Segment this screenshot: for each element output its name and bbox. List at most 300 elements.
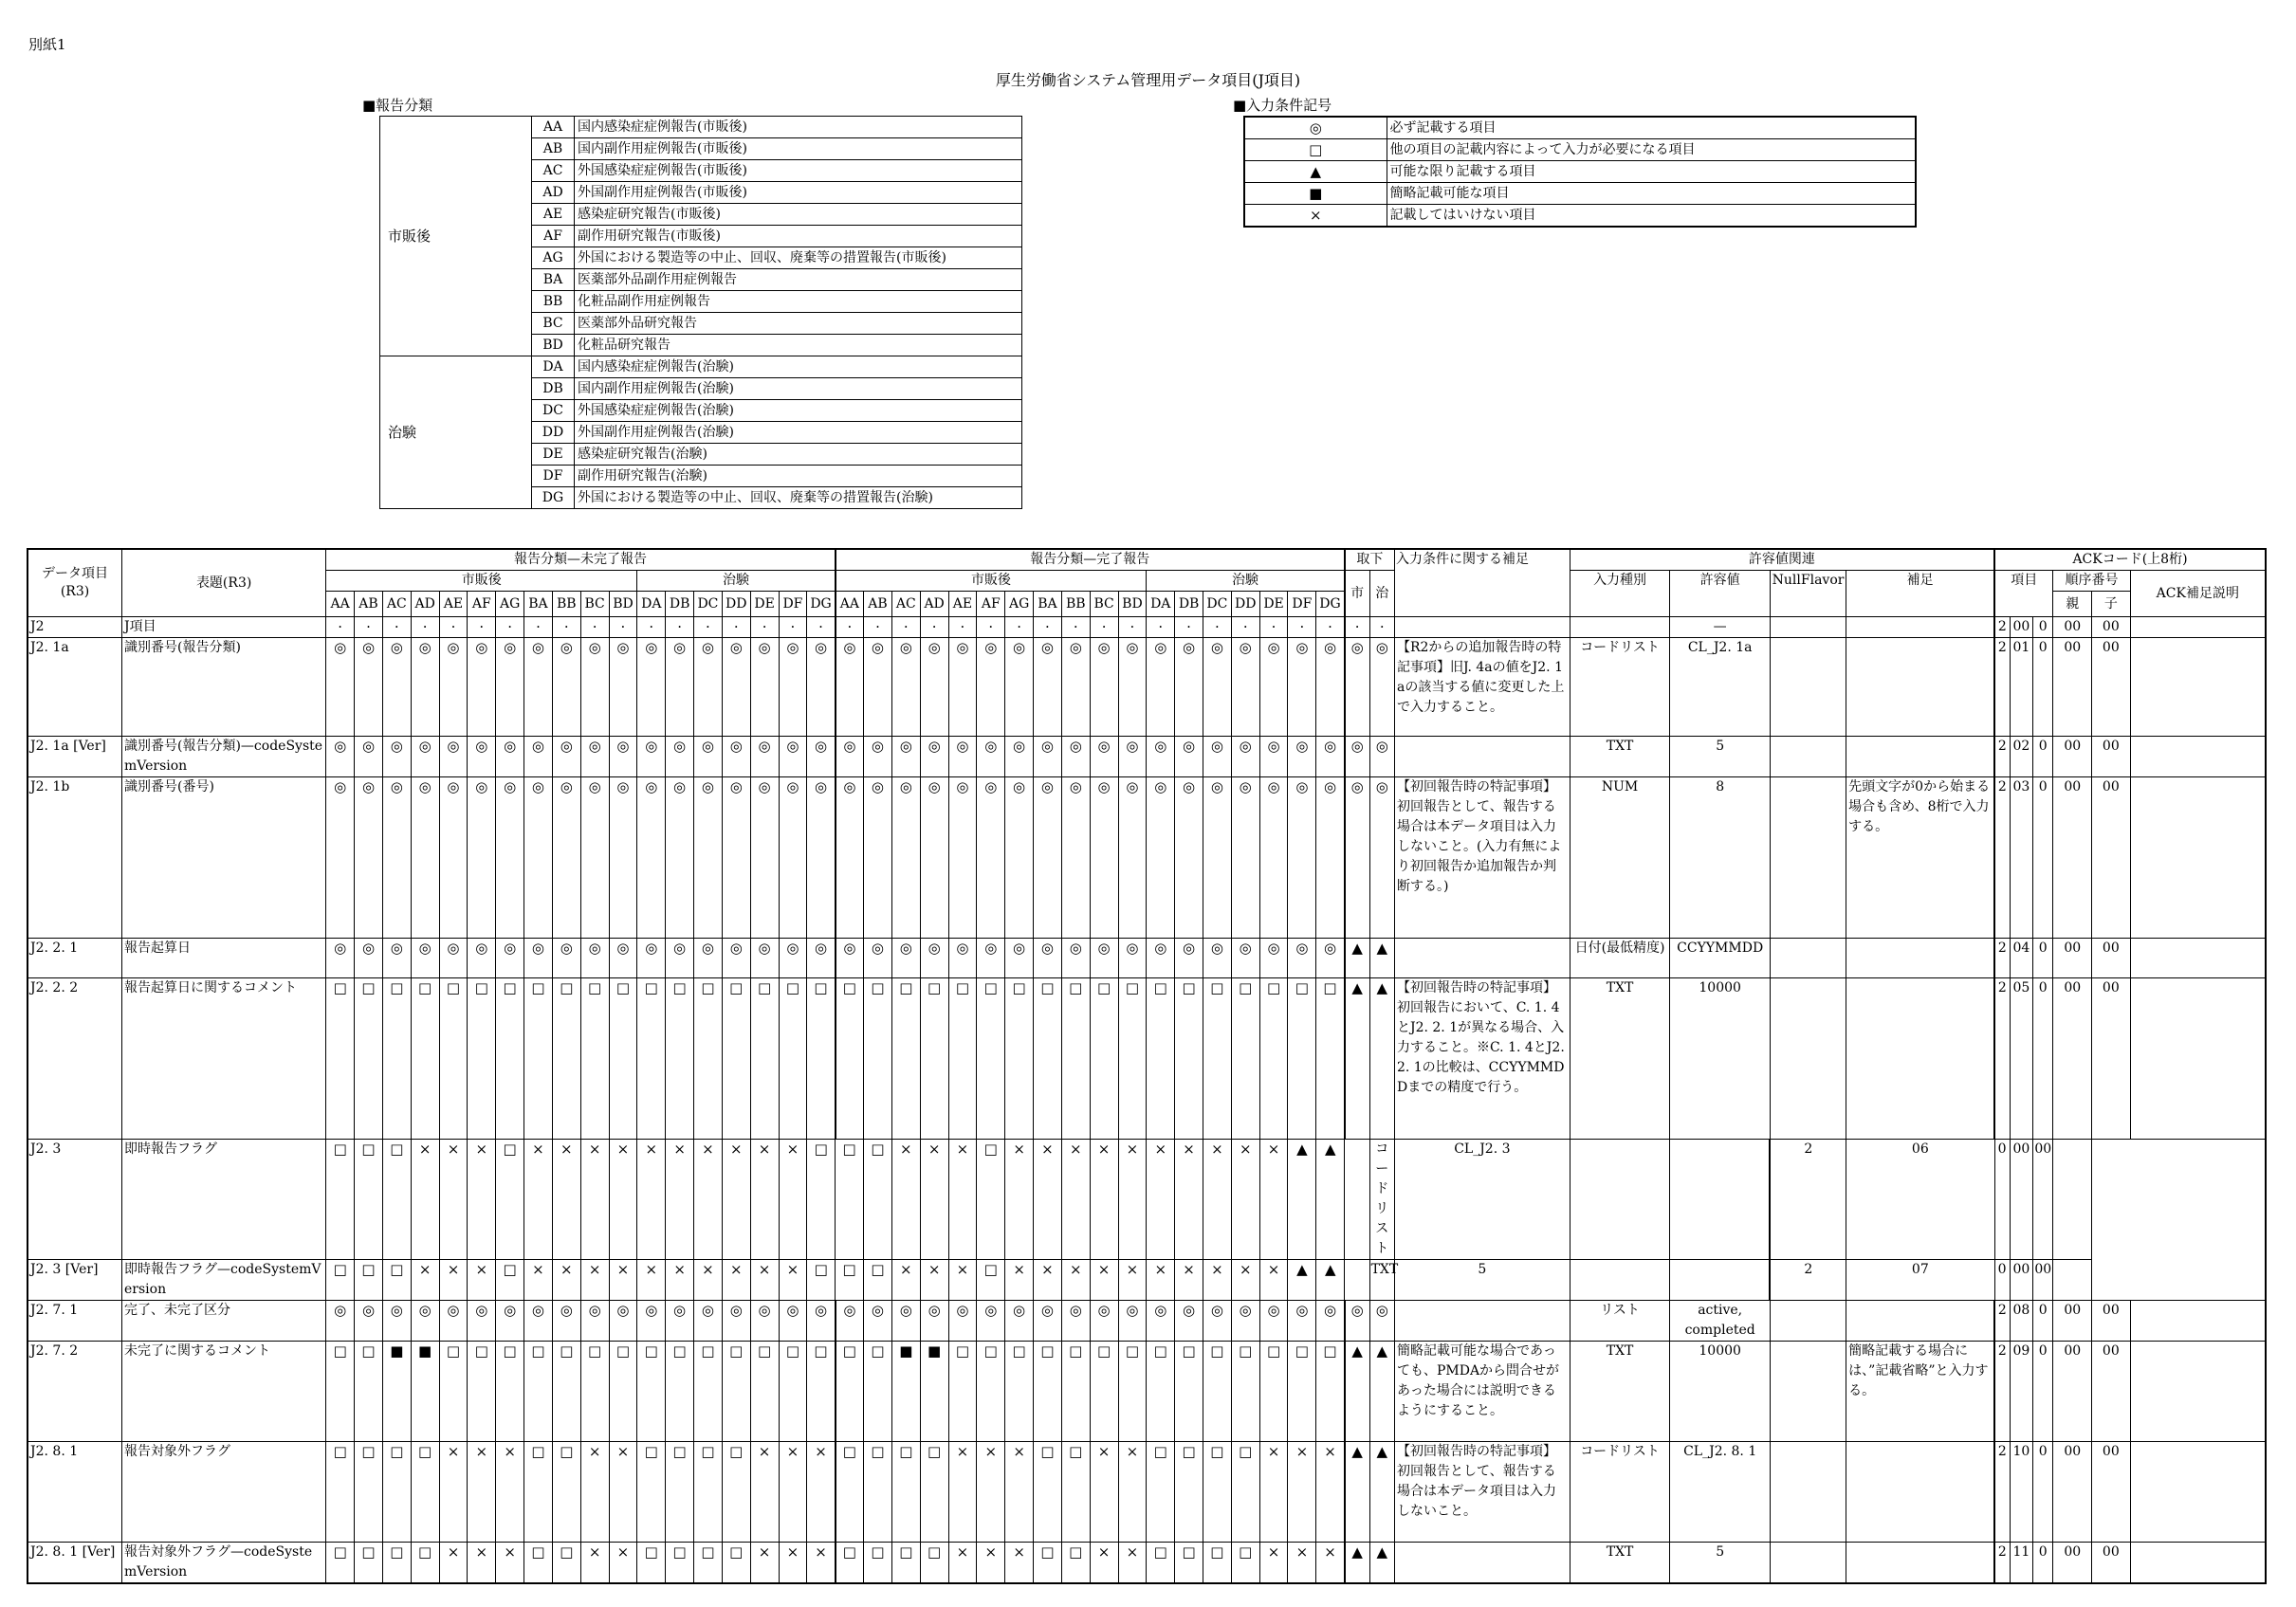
row-allowed-value: —	[1670, 617, 1771, 638]
row-supplement: 先頭文字が0から始まる場合も含め、8桁で入力する。	[1846, 777, 1994, 939]
incomplete-cell: ◎	[355, 777, 383, 939]
report-label: 副作用研究報告(治験)	[575, 466, 1022, 487]
row-note	[1394, 1543, 1570, 1584]
ack-item-1: 2	[1994, 1442, 2010, 1543]
incomplete-cell: ×	[580, 1260, 609, 1301]
complete-cell: ·	[1061, 617, 1090, 638]
row-item-id: J2. 2. 2	[28, 978, 122, 1140]
report-label: 感染症研究報告(市販後)	[575, 204, 1022, 226]
row-item-id: J2. 1a	[28, 638, 122, 737]
report-label: 外国における製造等の中止、回収、廃棄等の措置報告(治験)	[575, 487, 1022, 509]
complete-cell: □	[807, 1140, 836, 1260]
incomplete-cell: □	[411, 1543, 439, 1584]
complete-cell: ·	[920, 617, 948, 638]
ack-item-2: 05	[2010, 978, 2032, 1140]
incomplete-cell: ◎	[609, 777, 637, 939]
incomplete-cell: ◎	[722, 777, 750, 939]
complete-cell: ◎	[948, 777, 977, 939]
header-ack-desc: ACK補足説明	[2130, 571, 2266, 617]
complete-cell: ·	[1259, 617, 1288, 638]
incomplete-cell: ◎	[552, 1301, 580, 1342]
incomplete-cell: □	[666, 978, 694, 1140]
complete-cell: ·	[1175, 617, 1203, 638]
report-code: BB	[532, 291, 575, 313]
incomplete-cell: □	[666, 1442, 694, 1543]
incomplete-cell: ◎	[609, 939, 637, 978]
complete-cell: ◎	[1061, 1301, 1090, 1342]
complete-cell: ×	[1118, 1260, 1147, 1301]
header-code: AG	[496, 592, 524, 617]
incomplete-cell: □	[524, 1543, 553, 1584]
incomplete-cell: ◎	[580, 1301, 609, 1342]
incomplete-cell: □	[722, 1442, 750, 1543]
incomplete-cell: ◎	[637, 638, 666, 737]
incomplete-cell: ◎	[779, 638, 807, 737]
complete-cell: □	[864, 978, 892, 1140]
complete-cell: □	[1118, 978, 1147, 1140]
report-code: BA	[532, 269, 575, 291]
ack-description	[2130, 1442, 2266, 1543]
complete-cell: ◎	[1288, 1301, 1316, 1342]
complete-cell: ◎	[1005, 1301, 1034, 1342]
incomplete-cell: ×	[694, 1140, 723, 1260]
ack-child: 00	[2092, 777, 2131, 939]
incomplete-cell: ◎	[694, 939, 723, 978]
report-label: 感染症研究報告(治験)	[575, 444, 1022, 466]
incomplete-cell: ×	[609, 1140, 637, 1260]
complete-cell: ·	[1288, 617, 1316, 638]
complete-cell: □	[1147, 1342, 1175, 1442]
complete-cell: ·	[1147, 617, 1175, 638]
complete-cell: ×	[1259, 1260, 1288, 1301]
header-code: DD	[1231, 592, 1259, 617]
incomplete-cell: ◎	[666, 777, 694, 939]
ack-item-2: 00	[2010, 617, 2032, 638]
row-nullflavor	[1770, 1301, 1846, 1342]
complete-cell: □	[977, 1260, 1005, 1301]
incomplete-cell: □	[326, 978, 355, 1140]
complete-cell: □	[1288, 1342, 1316, 1442]
report-code: DG	[532, 487, 575, 509]
incomplete-cell: ×	[524, 1260, 553, 1301]
incomplete-cell: ·	[750, 617, 779, 638]
incomplete-cell: ◎	[694, 737, 723, 777]
complete-cell: ×	[948, 1140, 977, 1260]
complete-cell: ◎	[1175, 1301, 1203, 1342]
complete-cell: ◎	[1147, 777, 1175, 939]
incomplete-cell: ·	[666, 617, 694, 638]
row-input-type: コードリスト	[1369, 1140, 1394, 1260]
row-note: 【初回報告時の特記事項】初回報告として、報告する場合は本データ項目は入力しないこと。(入力有無により初回報告か追加報告か判断する。)	[1394, 777, 1570, 939]
complete-cell: □	[1061, 1543, 1090, 1584]
incomplete-cell: ·	[496, 617, 524, 638]
incomplete-cell: ◎	[439, 1301, 468, 1342]
complete-cell: ·	[1316, 617, 1345, 638]
complete-cell: ◎	[1034, 638, 1062, 737]
incomplete-cell: ◎	[326, 777, 355, 939]
incomplete-cell: ◎	[524, 939, 553, 978]
complete-cell: ◎	[1259, 939, 1288, 978]
incomplete-cell: □	[355, 1260, 383, 1301]
complete-cell: □	[1259, 978, 1288, 1140]
complete-cell: ◎	[1090, 939, 1118, 978]
complete-cell: □	[1288, 978, 1316, 1140]
complete-cell: ·	[1090, 617, 1118, 638]
incomplete-cell: ×	[468, 1260, 496, 1301]
ack-child: 00	[2092, 617, 2131, 638]
incomplete-cell: ×	[411, 1260, 439, 1301]
header-code: DF	[1288, 592, 1316, 617]
complete-cell: ×	[1061, 1140, 1090, 1260]
incomplete-cell: □	[355, 1442, 383, 1543]
report-label: 医薬部外品副作用症例報告	[575, 269, 1022, 291]
complete-cell: ◎	[891, 737, 920, 777]
complete-cell: ◎	[1316, 638, 1345, 737]
complete-cell: □	[1231, 978, 1259, 1140]
incomplete-cell: ×	[779, 1140, 807, 1260]
report-group-name: 市販後	[380, 117, 532, 356]
header-code: DC	[1203, 592, 1231, 617]
complete-cell: ◎	[1118, 1301, 1147, 1342]
report-code: DF	[532, 466, 575, 487]
complete-cell: ◎	[1061, 777, 1090, 939]
report-label: 外国副作用症例報告(市販後)	[575, 182, 1022, 204]
complete-cell: ×	[1175, 1140, 1203, 1260]
withdraw-cell: ◎	[1369, 777, 1394, 939]
complete-cell: ◎	[1175, 939, 1203, 978]
row-supplement	[1846, 939, 1994, 978]
ack-item-2: 10	[2010, 1442, 2032, 1543]
withdraw-cell: ▲	[1369, 1442, 1394, 1543]
report-classification-table	[379, 116, 1022, 509]
row-note	[1345, 1140, 1369, 1260]
ack-item-3: 0	[1994, 1140, 2010, 1260]
row-title: 報告対象外フラグ	[122, 1442, 326, 1543]
incomplete-cell: ◎	[552, 777, 580, 939]
header-code: AA	[836, 592, 864, 617]
complete-cell: □	[864, 1442, 892, 1543]
header-code: BA	[1034, 592, 1062, 617]
complete-cell: ×	[1090, 1140, 1118, 1260]
ack-item-3: 0	[2033, 1543, 2053, 1584]
row-input-type: 日付(最低精度)	[1570, 939, 1670, 978]
withdraw-cell: ▲	[1345, 1342, 1369, 1442]
complete-cell: □	[1147, 1442, 1175, 1543]
withdraw-cell: ▲	[1316, 1260, 1345, 1301]
header-title: 表題(R3)	[122, 549, 326, 617]
incomplete-cell: ◎	[382, 1301, 411, 1342]
row-input-type: コードリスト	[1570, 638, 1670, 737]
header-ack-parent: 親	[2053, 592, 2092, 617]
table-row	[28, 617, 2266, 638]
withdraw-cell: ·	[1369, 617, 1394, 638]
ack-item-2: 02	[2010, 737, 2032, 777]
incomplete-cell: ◎	[637, 737, 666, 777]
row-item-id: J2. 3	[28, 1140, 122, 1260]
complete-cell: □	[836, 978, 864, 1140]
ack-description	[2130, 1543, 2266, 1584]
incomplete-cell: ·	[355, 617, 383, 638]
header-code: AB	[864, 592, 892, 617]
complete-cell: ◎	[1316, 939, 1345, 978]
complete-cell: □	[1005, 978, 1034, 1140]
complete-cell: ◎	[891, 939, 920, 978]
complete-cell: ◎	[1288, 777, 1316, 939]
incomplete-cell: ◎	[552, 939, 580, 978]
header-trial: 治験	[1147, 571, 1345, 592]
incomplete-cell: □	[637, 1543, 666, 1584]
ack-child: 00	[2092, 1342, 2131, 1442]
complete-cell: □	[1034, 1543, 1062, 1584]
incomplete-cell: ·	[580, 617, 609, 638]
complete-cell: □	[836, 1342, 864, 1442]
incomplete-cell: ◎	[750, 1301, 779, 1342]
complete-cell: ×	[1005, 1140, 1034, 1260]
complete-cell: ◎	[948, 1301, 977, 1342]
incomplete-cell: ×	[580, 1140, 609, 1260]
complete-cell: ×	[1288, 1442, 1316, 1543]
incomplete-cell: ◎	[779, 939, 807, 978]
report-label: 国内感染症症例報告(市販後)	[575, 117, 1022, 138]
ack-item-3: 0	[2033, 737, 2053, 777]
complete-cell: ×	[948, 1260, 977, 1301]
incomplete-cell: ◎	[750, 737, 779, 777]
row-input-type	[1570, 617, 1670, 638]
incomplete-cell: ×	[468, 1140, 496, 1260]
complete-cell: ·	[1118, 617, 1147, 638]
incomplete-cell: □	[355, 1342, 383, 1442]
complete-cell: ×	[1034, 1260, 1062, 1301]
withdraw-cell: ◎	[1369, 1301, 1394, 1342]
incomplete-cell: □	[355, 1543, 383, 1584]
incomplete-cell: ◎	[468, 1301, 496, 1342]
complete-cell: ◎	[977, 737, 1005, 777]
complete-cell: ◎	[1203, 1301, 1231, 1342]
ack-parent: 00	[2053, 617, 2092, 638]
incomplete-cell: ×	[807, 1543, 836, 1584]
complete-cell: ◎	[1034, 737, 1062, 777]
incomplete-cell: ◎	[552, 638, 580, 737]
complete-cell: □	[1231, 1543, 1259, 1584]
incomplete-cell: ◎	[439, 638, 468, 737]
complete-cell: ◎	[1203, 777, 1231, 939]
incomplete-cell: ×	[779, 1543, 807, 1584]
complete-cell: □	[864, 1260, 892, 1301]
incomplete-cell: □	[468, 978, 496, 1140]
incomplete-cell: ×	[722, 1260, 750, 1301]
header-allowed-value: 許容値	[1670, 571, 1771, 617]
incomplete-cell: ◎	[326, 737, 355, 777]
row-allowed-value: 8	[1670, 777, 1771, 939]
symbol-glyph: ◎	[1244, 117, 1387, 139]
symbol-glyph: ×	[1244, 205, 1387, 228]
incomplete-cell: ◎	[382, 638, 411, 737]
complete-cell: ◎	[977, 939, 1005, 978]
incomplete-cell: ◎	[666, 1301, 694, 1342]
incomplete-cell: □	[326, 1543, 355, 1584]
incomplete-cell: ◎	[694, 638, 723, 737]
symbol-row	[1244, 183, 1916, 205]
table-row	[28, 737, 2266, 777]
table-row	[28, 1543, 2266, 1584]
incomplete-cell: ◎	[807, 777, 836, 939]
ack-item-1: 2	[1994, 737, 2010, 777]
complete-cell: □	[891, 1442, 920, 1543]
ack-item-1: 2	[1994, 939, 2010, 978]
ack-item-1: 2	[1770, 1260, 1846, 1301]
row-title: 識別番号(報告分類)—codeSystemVersion	[122, 737, 326, 777]
incomplete-cell: ◎	[722, 1301, 750, 1342]
report-code: BC	[532, 313, 575, 335]
complete-cell: ×	[1203, 1140, 1231, 1260]
complete-cell: ◎	[864, 777, 892, 939]
header-code: DC	[694, 592, 723, 617]
report-code: AG	[532, 247, 575, 269]
row-item-id: J2. 8. 1 [Ver]	[28, 1543, 122, 1584]
complete-cell: ◎	[1231, 737, 1259, 777]
complete-cell: ◎	[1231, 939, 1259, 978]
row-supplement	[1846, 1442, 1994, 1543]
complete-cell: ·	[891, 617, 920, 638]
incomplete-cell: ×	[807, 1442, 836, 1543]
incomplete-cell: □	[609, 1342, 637, 1442]
ack-child: 00	[2092, 737, 2131, 777]
complete-cell: ×	[1203, 1260, 1231, 1301]
incomplete-cell: ·	[326, 617, 355, 638]
incomplete-cell: ◎	[439, 737, 468, 777]
row-allowed-value: 10000	[1670, 978, 1771, 1140]
complete-cell: ×	[920, 1140, 948, 1260]
incomplete-cell: □	[524, 1342, 553, 1442]
incomplete-cell: ×	[468, 1543, 496, 1584]
incomplete-cell: ·	[609, 617, 637, 638]
complete-cell: □	[977, 1342, 1005, 1442]
row-allowed-value: CL_J2. 8. 1	[1670, 1442, 1771, 1543]
row-nullflavor	[1770, 1342, 1846, 1442]
ack-item-3: 0	[2033, 978, 2053, 1140]
complete-cell: ◎	[891, 777, 920, 939]
incomplete-cell: ·	[411, 617, 439, 638]
row-input-type: リスト	[1570, 1301, 1670, 1342]
report-row	[380, 117, 1022, 138]
incomplete-cell: ×	[609, 1442, 637, 1543]
incomplete-cell: ×	[750, 1140, 779, 1260]
incomplete-cell: ×	[609, 1543, 637, 1584]
complete-cell: ×	[1259, 1543, 1288, 1584]
incomplete-cell: ◎	[637, 1301, 666, 1342]
incomplete-cell: ×	[666, 1260, 694, 1301]
report-group-name: 治験	[380, 356, 532, 509]
report-section-heading: ■報告分類	[362, 97, 433, 114]
row-nullflavor	[1770, 638, 1846, 737]
table-row	[28, 1140, 2266, 1260]
complete-cell: ◎	[977, 777, 1005, 939]
complete-cell: ×	[891, 1260, 920, 1301]
incomplete-cell: ◎	[355, 1301, 383, 1342]
complete-cell: □	[948, 978, 977, 1140]
header-ack: ACKコード(上8桁)	[1994, 549, 2266, 571]
row-note	[1345, 1260, 1369, 1301]
report-code: BD	[532, 335, 575, 356]
incomplete-cell: ×	[609, 1260, 637, 1301]
complete-cell: □	[864, 1342, 892, 1442]
incomplete-cell: ◎	[807, 939, 836, 978]
incomplete-cell: ◎	[750, 638, 779, 737]
complete-cell: ◎	[1175, 638, 1203, 737]
incomplete-cell: □	[637, 1342, 666, 1442]
header-nullflavor: NullFlavor	[1770, 571, 1846, 617]
complete-cell: □	[1259, 1342, 1288, 1442]
incomplete-cell: ◎	[666, 638, 694, 737]
incomplete-cell: ×	[496, 1442, 524, 1543]
row-input-type: TXT	[1570, 737, 1670, 777]
ack-item-1: 2	[1994, 1301, 2010, 1342]
complete-cell: ◎	[836, 777, 864, 939]
complete-cell: ◎	[1259, 777, 1288, 939]
ack-parent: 00	[2053, 939, 2092, 978]
complete-cell: □	[836, 1260, 864, 1301]
row-supplement: 簡略記載する場合には、”記載省略”と入力する。	[1846, 1342, 1994, 1442]
complete-cell: ×	[1118, 1140, 1147, 1260]
incomplete-cell: ×	[779, 1442, 807, 1543]
header-supplement: 補足	[1846, 571, 1994, 617]
report-label: 外国における製造等の中止、回収、廃棄等の措置報告(市販後)	[575, 247, 1022, 269]
report-code: AD	[532, 182, 575, 204]
row-nullflavor	[1770, 939, 1846, 978]
complete-cell: ·	[1005, 617, 1034, 638]
incomplete-cell: □	[411, 1442, 439, 1543]
row-input-type: TXT	[1570, 978, 1670, 1140]
incomplete-cell: ◎	[666, 737, 694, 777]
incomplete-cell: □	[609, 978, 637, 1140]
complete-cell: ×	[1316, 1442, 1345, 1543]
withdraw-cell: ◎	[1345, 1301, 1369, 1342]
row-note: 簡略記載可能な場合であっても、PMDAから問合せがあった場合には説明できるようにすること。	[1394, 1342, 1570, 1442]
report-label: 外国感染症症例報告(治験)	[575, 400, 1022, 422]
incomplete-cell: □	[552, 1442, 580, 1543]
incomplete-cell: □	[807, 978, 836, 1140]
header-withdraw: 取下	[1345, 549, 1395, 571]
complete-cell: ◎	[1090, 777, 1118, 939]
complete-cell: ×	[1147, 1260, 1175, 1301]
incomplete-cell: ×	[439, 1140, 468, 1260]
complete-cell: □	[1203, 1342, 1231, 1442]
ack-item-3: 0	[1994, 1260, 2010, 1301]
ack-description	[2053, 1140, 2092, 1260]
row-title: 即時報告フラグ—codeSystemVersion	[122, 1260, 326, 1301]
complete-cell: □	[1175, 978, 1203, 1140]
ack-description	[2130, 777, 2266, 939]
symbol-glyph: ■	[1244, 183, 1387, 205]
incomplete-cell: ◎	[411, 737, 439, 777]
symbol-row	[1244, 117, 1916, 139]
incomplete-cell: ×	[580, 1442, 609, 1543]
row-supplement	[1846, 638, 1994, 737]
complete-cell: ◎	[948, 737, 977, 777]
complete-cell: ◎	[1203, 638, 1231, 737]
header-incomplete: 報告分類—未完了報告	[326, 549, 836, 571]
header-code: AE	[439, 592, 468, 617]
incomplete-cell: ◎	[524, 1301, 553, 1342]
ack-description	[2130, 638, 2266, 737]
complete-cell: ◎	[1231, 1301, 1259, 1342]
incomplete-cell: □	[326, 1260, 355, 1301]
ack-item-3: 0	[2033, 939, 2053, 978]
incomplete-cell: ·	[694, 617, 723, 638]
complete-cell: □	[864, 1140, 892, 1260]
ack-item-2: 04	[2010, 939, 2032, 978]
complete-cell: ◎	[920, 1301, 948, 1342]
